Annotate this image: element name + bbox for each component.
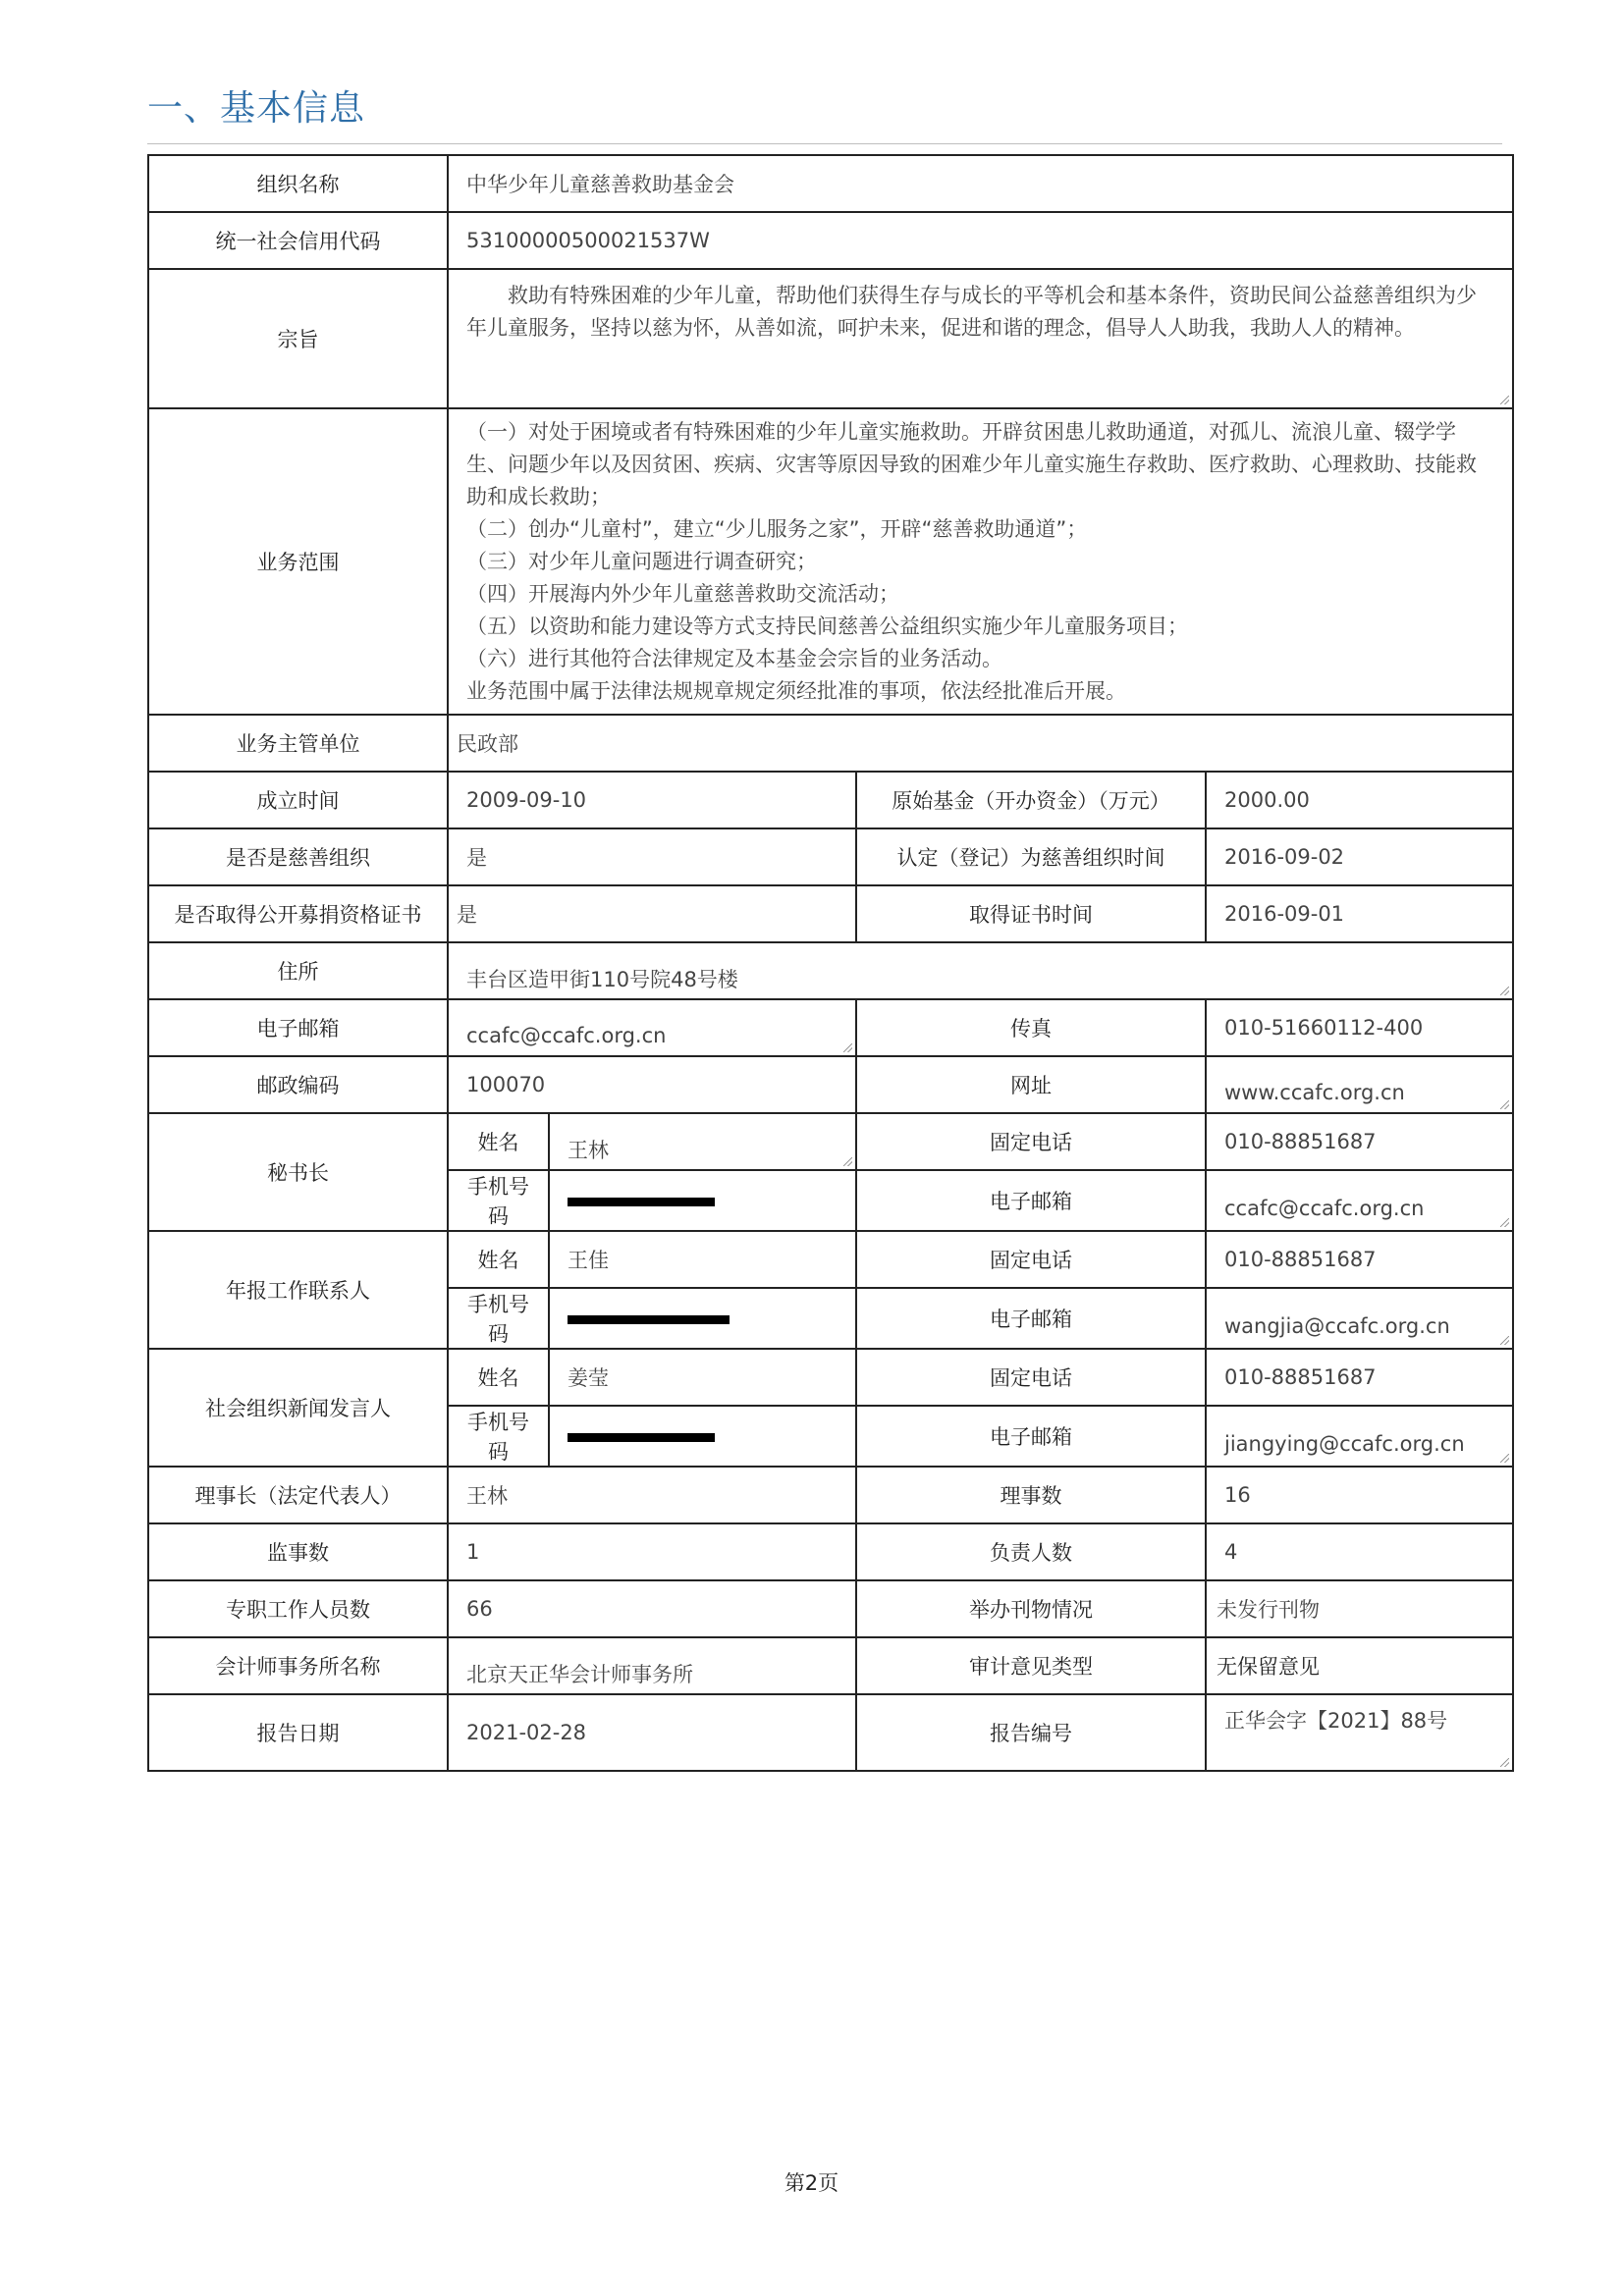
row-purpose [148,269,1513,408]
redaction-bar [568,1315,730,1324]
report-number-value: 正华会字【2021】88号 [1224,1709,1448,1733]
staff-count-label: 专职工作人员数 [148,1580,448,1637]
scope-line: 业务范围中属于法律法规规章规定须经批准的事项，依法经批准后开展。 [466,678,1126,703]
address-label: 住所 [148,942,448,999]
secretary-label: 秘书长 [148,1113,448,1231]
contact-mobile-value [549,1288,856,1349]
scope-line: （五）以资助和能力建设等方式支持民间慈善公益组织实施少年儿童服务项目； [466,614,1188,638]
spokesperson-mobile-value [549,1406,856,1467]
org-name-label: 组织名称 [148,155,448,212]
contact-email-label: 电子邮箱 [856,1288,1206,1349]
spokesperson-phone-label: 固定电话 [856,1349,1206,1406]
row-charity [148,828,1513,885]
resize-grip-icon[interactable] [843,1157,852,1166]
publication-value: 未发行刊物 [1206,1580,1513,1637]
redaction-bar [568,1198,715,1206]
secretary-email-label: 电子邮箱 [856,1170,1206,1231]
certificate-date-label: 取得证书时间 [856,885,1206,942]
row-spokesperson-name [148,1349,1513,1406]
row-staff [148,1580,1513,1637]
spokesperson-email-field[interactable] [1206,1406,1513,1467]
row-established [148,772,1513,828]
directors-count-label: 理事数 [856,1467,1206,1523]
contact-email-field[interactable] [1206,1288,1513,1349]
certificate-date-value: 2016-09-01 [1206,885,1513,942]
charity-date-label: 认定（登记）为慈善组织时间 [856,828,1206,885]
basic-info-table [147,154,1514,1772]
spokesperson-label: 社会组织新闻发言人 [148,1349,448,1467]
email-field[interactable] [448,999,856,1056]
report-date-label: 报告日期 [148,1694,448,1771]
resize-grip-icon[interactable] [1500,1336,1509,1345]
scope-line: （二）创办“儿童村”，建立“少儿服务之家”，开辟“慈善救助通道”； [466,516,1088,541]
secretary-mobile-value [549,1170,856,1231]
audit-firm-label: 会计师事务所名称 [148,1637,448,1694]
address-value: 丰台区造甲街110号院48号楼 [466,968,738,991]
row-org-name [148,155,1513,212]
contact-name-value: 王佳 [549,1231,856,1288]
audit-opinion-label: 审计意见类型 [856,1637,1206,1694]
website-label: 网址 [856,1056,1206,1113]
audit-firm-value: 北京天正华会计师事务所 [448,1637,856,1694]
contact-phone-label: 固定电话 [856,1231,1206,1288]
address-field[interactable] [448,942,1513,999]
audit-opinion-value: 无保留意见 [1206,1637,1513,1694]
scope-line: （四）开展海内外少年儿童慈善救助交流活动； [466,581,899,606]
secretary-name-label: 姓名 [448,1113,549,1170]
secretary-name-field[interactable] [549,1113,856,1170]
supervisor-value: 民政部 [448,715,1513,772]
org-name-value: 中华少年儿童慈善救助基金会 [448,155,1513,212]
spokesperson-mobile-label: 手机号码 [448,1406,549,1467]
row-contact-name [148,1231,1513,1288]
redaction-bar [568,1433,715,1442]
contact-name-label: 姓名 [448,1231,549,1288]
row-audit [148,1637,1513,1694]
fax-label: 传真 [856,999,1206,1056]
spokesperson-name-value: 姜莹 [549,1349,856,1406]
credit-code-value: 53100000500021537W [448,212,1513,269]
resize-grip-icon[interactable] [1500,1758,1509,1767]
spokesperson-phone-value: 010-88851687 [1206,1349,1513,1406]
postcode-value: 100070 [448,1056,856,1113]
resize-grip-icon[interactable] [1500,1218,1509,1227]
postcode-label: 邮政编码 [148,1056,448,1113]
resize-grip-icon[interactable] [1500,1454,1509,1463]
email-label: 电子邮箱 [148,999,448,1056]
row-fundraising [148,885,1513,942]
website-value: www.ccafc.org.cn [1224,1081,1405,1104]
publication-label: 举办刊物情况 [856,1580,1206,1637]
purpose-text: 救助有特殊困难的少年儿童，帮助他们获得生存与成长的平等机会和基本条件，资助民间公益慈善组织为少年儿童服务，坚持以慈为怀，从善如流，呵护未来，促进和谐的理念，倡导人人助我，我助人人的精神。 [466,284,1477,340]
chairman-label: 理事长（法定代表人） [148,1467,448,1523]
directors-count-value: 16 [1206,1467,1513,1523]
resize-grip-icon[interactable] [843,1043,852,1052]
contact-email-value: wangjia@ccafc.org.cn [1224,1314,1450,1338]
section-title: 一、基本信息 [147,88,366,129]
chairman-value: 王林 [448,1467,856,1523]
credit-code-label: 统一社会信用代码 [148,212,448,269]
supervisors-count-label: 监事数 [148,1523,448,1580]
row-scope [148,408,1513,715]
row-address [148,942,1513,999]
purpose-label: 宗旨 [148,269,448,408]
secretary-phone-value: 010-88851687 [1206,1113,1513,1170]
contact-mobile-label: 手机号码 [448,1288,549,1349]
row-report [148,1694,1513,1771]
fundraising-label: 是否取得公开募捐资格证书 [148,885,448,942]
spokesperson-email-value: jiangying@ccafc.org.cn [1224,1432,1465,1456]
original-fund-label: 原始基金（开办资金）（万元） [856,772,1206,828]
resize-grip-icon[interactable] [1500,1100,1509,1109]
row-supervisor [148,715,1513,772]
fundraising-value: 是 [448,885,856,942]
scope-line: （六）进行其他符合法律规定及本基金会宗旨的业务活动。 [466,646,1002,670]
scope-label: 业务范围 [148,408,448,715]
title-divider [147,143,1502,144]
contact-phone-value: 010-88851687 [1206,1231,1513,1288]
scope-line: （三）对少年儿童问题进行调查研究； [466,549,817,573]
scope-line: （一）对处于困境或者有特殊困难的少年儿童实施救助。开辟贫困患儿救助通道，对孤儿、流浪儿童、辍学学生、问题少年以及因贫困、疾病、灾害等原因导致的困难少年儿童实施生存救助、医疗救助、心理救助、技能救助和成长救助； [466,419,1477,508]
original-fund-value: 2000.00 [1206,772,1513,828]
spokesperson-name-label: 姓名 [448,1349,549,1406]
row-supervisors [148,1523,1513,1580]
charity-label: 是否是慈善组织 [148,828,448,885]
row-email [148,999,1513,1056]
website-field[interactable] [1206,1056,1513,1113]
secretary-mobile-label: 手机号码 [448,1170,549,1231]
report-contact-label: 年报工作联系人 [148,1231,448,1349]
page-number: 第2页 [784,2171,839,2195]
secretary-email-field[interactable] [1206,1170,1513,1231]
email-value: ccafc@ccafc.org.cn [466,1024,667,1047]
row-credit-code [148,212,1513,269]
report-date-value: 2021-02-28 [448,1694,856,1771]
resize-grip-icon[interactable] [1500,396,1509,404]
charity-value: 是 [448,828,856,885]
fax-value: 010-51660112-400 [1206,999,1513,1056]
row-secretary-name [148,1113,1513,1170]
supervisor-label: 业务主管单位 [148,715,448,772]
established-value: 2009-09-10 [448,772,856,828]
responsible-count-value: 4 [1206,1523,1513,1580]
responsible-count-label: 负责人数 [856,1523,1206,1580]
secretary-email-value: ccafc@ccafc.org.cn [1224,1197,1425,1220]
staff-count-value: 66 [448,1580,856,1637]
scope-field [448,408,1513,715]
supervisors-count-value: 1 [448,1523,856,1580]
row-chairman [148,1467,1513,1523]
secretary-name-value: 王林 [568,1139,609,1162]
row-postcode [148,1056,1513,1113]
purpose-field[interactable] [448,269,1513,408]
secretary-phone-label: 固定电话 [856,1113,1206,1170]
report-number-field[interactable] [1206,1694,1513,1771]
report-number-label: 报告编号 [856,1694,1206,1771]
established-label: 成立时间 [148,772,448,828]
spokesperson-email-label: 电子邮箱 [856,1406,1206,1467]
charity-date-value: 2016-09-02 [1206,828,1513,885]
resize-grip-icon[interactable] [1500,987,1509,995]
